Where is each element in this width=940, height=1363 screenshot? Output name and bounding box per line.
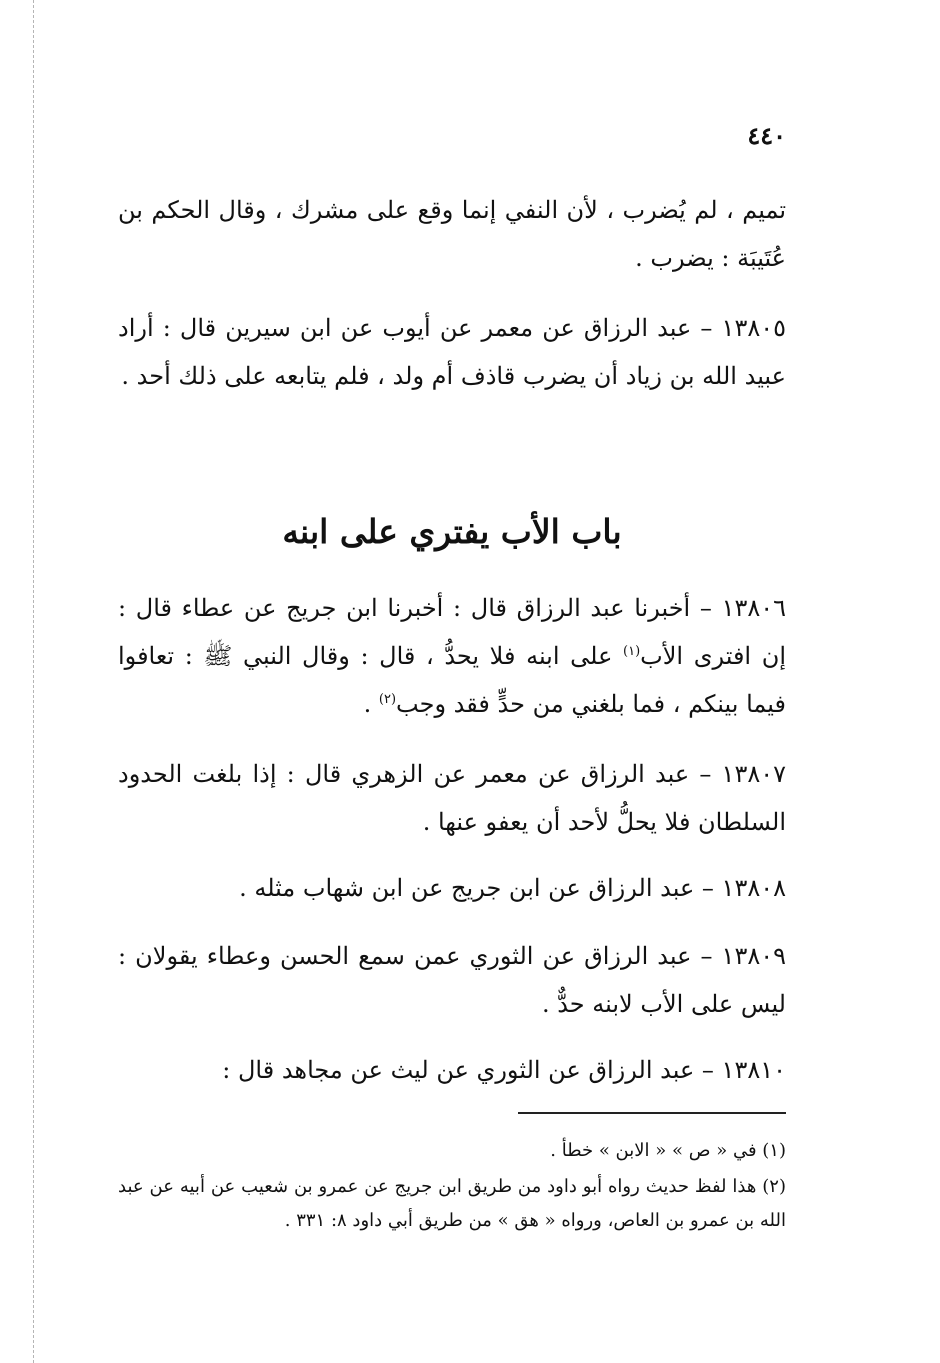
scan-edge-line [33,0,34,1363]
hadith-13806-text-b: على ابنه فلا يحدُّ ، قال : وقال النبي ﷺ : تعافوا فيما بينكم ، فما بلغني من حدٍّ فقد وجب [118,642,786,718]
footnote-2: (٢) هذا لفظ حديث رواه أبو داود من طريق ابن جريج عن عمرو بن شعيب عن أبيه عن عبد الله بن عمرو بن العاص، ورواه « هق » من طريق أبي داود ٨: ٣٣١ . [118,1176,786,1231]
hadith-13806-text-c: . [363,690,379,718]
hadith-13809: ١٣٨٠٩ – عبد الرزاق عن الثوري عمن سمع الحسن وعطاء يقولان : ليس على الأب لابنه حدٌّ . [118,942,786,1018]
page-number: ٤٤٠ [747,121,786,150]
footnote-ref-1: (١) [623,644,641,659]
hadith-13805: ١٣٨٠٥ – عبد الرزاق عن معمر عن أيوب عن ابن سيرين قال : أراد عبيد الله بن زياد أن يضرب قاذف أم ولد ، فلم يتابعه على ذلك أحد . [118,314,786,390]
hadith-13806 [118,584,786,728]
footnote-ref-2: (٢) [378,692,397,707]
paragraph-continuation: تميم ، لم يُضرب ، لأن النفي إنما وقع على مشرك ، وقال الحكم بن عُتَيبَة : يضرب . [118,196,786,272]
footnote-1: (١) في « ص » « الابن » خطأ . [550,1140,786,1161]
hadith-13810: ١٣٨١٠ – عبد الرزاق عن الثوري عن ليث عن مجاهد قال : [222,1056,786,1084]
hadith-13807: ١٣٨٠٧ – عبد الرزاق عن معمر عن الزهري قال : إذا بلغت الحدود السلطان فلا يحلُّ لأحد أن يعفو عنها . [118,760,786,836]
hadith-13808: ١٣٨٠٨ – عبد الرزاق عن ابن جريج عن ابن شهاب مثله . [239,874,786,902]
chapter-heading: باب الأب يفتري على ابنه [282,512,622,551]
book-page [118,0,786,1363]
footnote-divider [518,1112,786,1114]
hadith-13806-text-a: ١٣٨٠٦ – أخبرنا عبد الرزاق قال : أخبرنا ابن جريج عن عطاء قال : إن افترى الأب [118,594,787,670]
